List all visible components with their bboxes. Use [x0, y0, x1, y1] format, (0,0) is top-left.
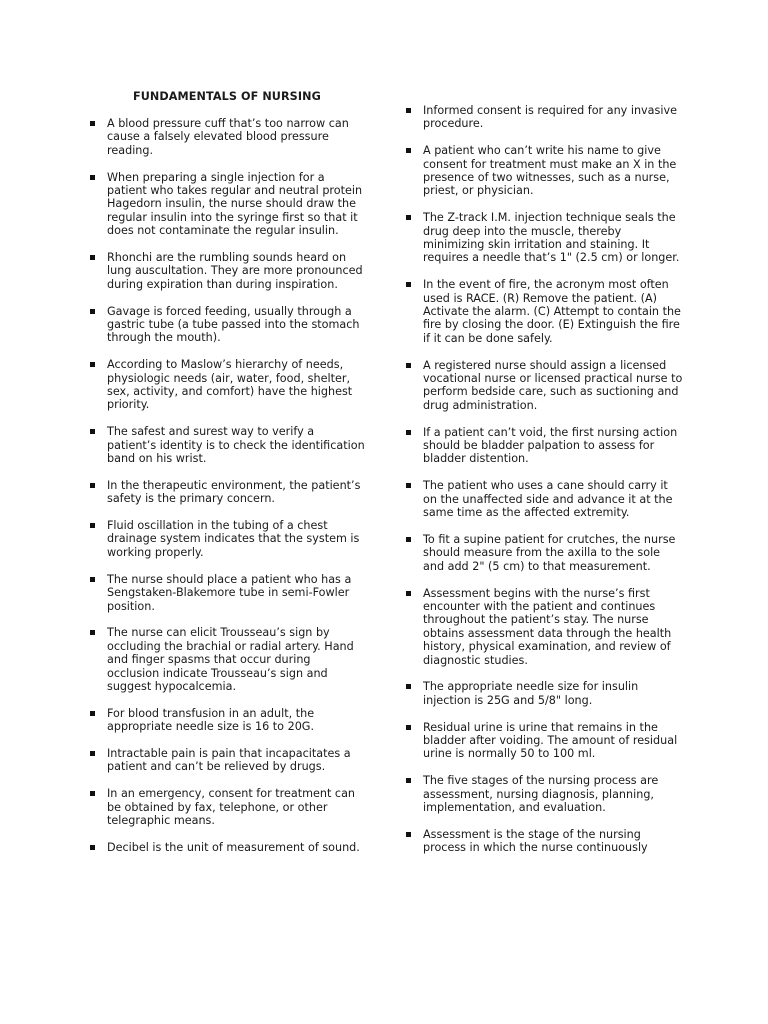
square-bullet-icon	[406, 537, 411, 542]
list-item	[90, 251, 366, 291]
square-bullet-icon	[406, 148, 411, 153]
list-item-text: In the event of fire, the acronym most often used is RACE. (R) Remove the patient. (A) Activate the alarm. (C) Attempt to contain the fire by closing the door. (E) Extinguish the fire if it can be done safely.	[423, 278, 681, 345]
list-item-text: The appropriate needle size for insulin injection is 25G and 5/8" long.	[423, 680, 639, 707]
square-bullet-icon	[90, 255, 95, 260]
square-bullet-icon	[406, 725, 411, 730]
right-column-list	[406, 104, 684, 868]
list-item	[406, 774, 684, 814]
list-item-text: The nurse should place a patient who has a Sengstaken-Blakemore tube in semi-Fowler position.	[107, 572, 352, 613]
square-bullet-icon	[406, 591, 411, 596]
square-bullet-icon	[90, 362, 95, 367]
list-item-text: When preparing a single injection for a patient who takes regular and neutral protein Hagedorn insulin, the nurse should draw the regular insulin into the syringe first so that it does not contaminate the regular insulin.	[107, 170, 363, 238]
list-item	[90, 425, 366, 465]
list-item	[406, 680, 684, 707]
list-item-text: Gavage is forced feeding, usually through a gastric tube (a tube passed into the stomach through the mouth).	[107, 304, 360, 345]
list-item-text: Fluid oscillation in the tubing of a chest drainage system indicates that the system is working properly.	[107, 519, 360, 559]
list-item-text: The five stages of the nursing process are assessment, nursing diagnosis, planning, implementation, and evaluation.	[423, 774, 659, 814]
left-column-list	[90, 117, 366, 868]
list-item	[90, 626, 366, 693]
list-item-text: Assessment is the stage of the nursing process in which the nurse continuously	[423, 827, 648, 855]
list-item	[90, 171, 366, 238]
list-item-text: Rhonchi are the rumbling sounds heard on lung auscultation. They are more pronounced during expiration than during inspiration.	[107, 251, 363, 291]
list-item	[90, 305, 366, 345]
list-item	[406, 426, 684, 466]
square-bullet-icon	[90, 791, 95, 796]
square-bullet-icon	[406, 684, 411, 689]
list-item	[406, 721, 684, 761]
list-item	[90, 841, 366, 854]
square-bullet-icon	[406, 483, 411, 488]
square-bullet-icon	[406, 832, 411, 837]
list-item	[90, 117, 366, 157]
list-item-text: In the therapeutic environment, the patient’s safety is the primary concern.	[107, 478, 361, 506]
list-item-text: A blood pressure cuff that’s too narrow can cause a falsely elevated blood pressure reading.	[107, 117, 349, 157]
square-bullet-icon	[406, 778, 411, 783]
list-item	[406, 587, 684, 667]
square-bullet-icon	[90, 429, 95, 434]
list-item	[406, 828, 684, 855]
list-item-text: For blood transfusion in an adult, the appropriate needle size is 16 to 20G.	[107, 706, 315, 734]
list-item-text: To fit a supine patient for crutches, the nurse should measure from the axilla to the sole and add 2" (5 cm) to that measurement.	[423, 532, 676, 573]
list-item	[90, 787, 366, 827]
list-item	[406, 479, 684, 519]
square-bullet-icon	[406, 108, 411, 113]
list-item-text: In an emergency, consent for treatment can be obtained by fax, telephone, or other telegraphic means.	[107, 787, 356, 827]
list-item-text: If a patient can’t void, the first nursing action should be bladder palpation to assess for bladder distention.	[423, 425, 678, 466]
square-bullet-icon	[90, 483, 95, 488]
square-bullet-icon	[90, 711, 95, 716]
square-bullet-icon	[90, 121, 95, 126]
square-bullet-icon	[406, 363, 411, 368]
list-item	[406, 278, 684, 345]
square-bullet-icon	[90, 751, 95, 756]
list-item-text: The patient who uses a cane should carry it on the unaffected side and advance it at the same time as the affected extremity.	[423, 479, 673, 520]
list-item-text: A patient who can’t write his name to give consent for treatment must make an X in the presence of two witnesses, such as a nurse, priest, or physician.	[423, 144, 677, 198]
list-item-text: Informed consent is required for any invasive procedure.	[423, 104, 677, 131]
list-item-text: Intractable pain is pain that incapacitates a patient and can’t be relieved by drugs.	[107, 746, 351, 774]
square-bullet-icon	[90, 630, 95, 635]
square-bullet-icon	[90, 175, 95, 180]
list-item-text: Assessment begins with the nurse’s first encounter with the patient and continues throughout the patient’s stay. The nurse obtains assessment data through the health history, physical examination, and review of diagnostic studies.	[423, 586, 672, 667]
list-item	[406, 104, 684, 131]
list-item-text: The Z-track I.M. injection technique seals the drug deep into the muscle, thereby minimizing skin irritation and staining. It requires a needle that’s 1" (2.5 cm) or longer.	[423, 211, 680, 265]
list-item	[406, 359, 684, 413]
square-bullet-icon	[90, 577, 95, 582]
list-item	[406, 144, 684, 198]
square-bullet-icon	[406, 282, 411, 287]
list-item-text: The nurse can elicit Trousseau’s sign by occluding the brachial or radial artery. Hand and finger spasms that occur during occlusion indicate Trousseau’s sign and suggest hypocalcemia.	[107, 626, 354, 693]
list-item-text: The safest and surest way to verify a patient’s identity is to check the identification band on his wrist.	[107, 425, 365, 466]
list-item	[406, 211, 684, 265]
square-bullet-icon	[406, 430, 411, 435]
list-item-text: According to Maslow’s hierarchy of needs, physiologic needs (air, water, food, shelter, sex, activity, and comfort) have the highest priority.	[107, 358, 353, 412]
list-item-text: Residual urine is urine that remains in the bladder after voiding. The amount of residual urine is normally 50 to 100 ml.	[423, 720, 678, 761]
list-item-text: Decibel is the unit of measurement of sound.	[107, 840, 360, 854]
square-bullet-icon	[90, 845, 95, 850]
list-item	[90, 573, 366, 613]
square-bullet-icon	[406, 215, 411, 220]
document-title: FUNDAMENTALS OF NURSING	[133, 90, 321, 103]
square-bullet-icon	[90, 523, 95, 528]
list-item	[90, 747, 366, 774]
list-item	[90, 519, 366, 559]
list-item	[406, 533, 684, 573]
list-item	[90, 707, 366, 734]
list-item	[90, 479, 366, 506]
list-item-text: A registered nurse should assign a licensed vocational nurse or licensed practical nurse to perform bedside care, such as suctioning and drug administration.	[423, 358, 683, 412]
square-bullet-icon	[90, 309, 95, 314]
list-item	[90, 358, 366, 412]
